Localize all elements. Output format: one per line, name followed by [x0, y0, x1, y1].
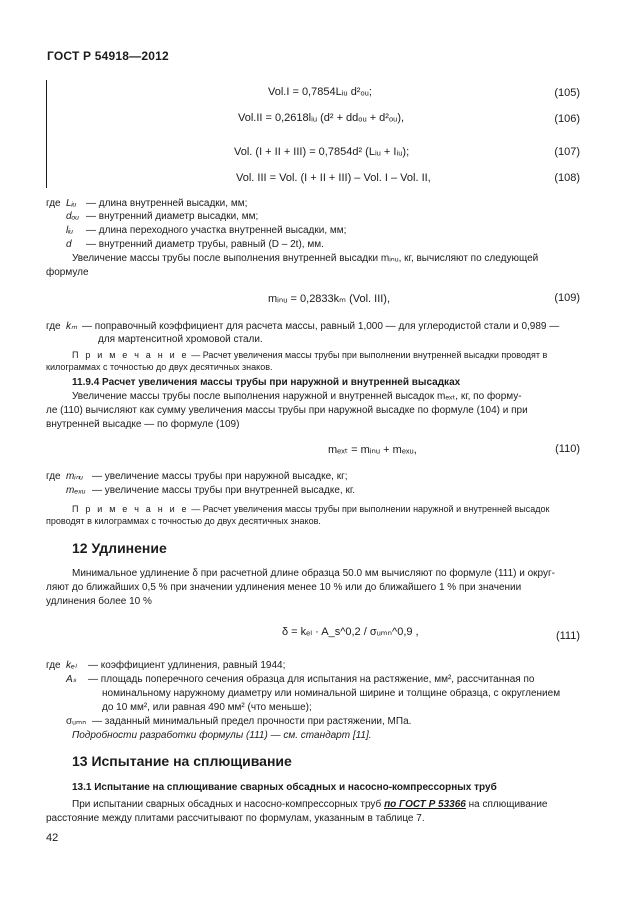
note — [72, 503, 549, 515]
equation-111: δ = kₑₗ · A_s^0,2 / σᵤₘₙ^0,9 , — [282, 626, 419, 638]
symbol: dₒᵤ — [66, 211, 80, 222]
definition: — площадь поперечного сечения образца для испытания на растяжение, мм², рассчитанная по — [88, 674, 535, 685]
definition: — поправочный коэффициент для расчета массы, равный 1,000 — для углеродистой стали и 0,989 — — [82, 321, 560, 332]
symbol: Lᵢᵤ — [66, 198, 77, 209]
section-heading-12: 12 Удлинение — [72, 540, 167, 556]
equation-number-105: (105) — [554, 87, 580, 99]
equation-number-110: (110) — [555, 443, 580, 455]
note-label: П р и м е ч а н и е — [72, 504, 189, 514]
section-heading-13-1: 13.1 Испытание на сплющивание сварных обсадных и насосно-компрессорных труб — [72, 782, 497, 793]
equation-number-107: (107) — [554, 146, 580, 158]
equation-107: Vol. (I + II + III) = 0,7854d² (Lᵢᵤ + Iᵢᵤ); — [234, 146, 410, 158]
where-label: где — [46, 321, 61, 332]
equation-109: mᵢₙᵤ = 0,2833kₘ (Vol. III), — [268, 293, 391, 305]
where-label: где — [46, 660, 61, 671]
definition: — внутренний диаметр высадки, мм; — [86, 211, 259, 222]
definition: — коэффициент удлинения, равный 1944; — [88, 660, 286, 671]
equation-108: Vol. III = Vol. (I + II + III) – Vol. I – Vol. II, — [236, 172, 431, 184]
definition: — заданный минимальный предел прочности при растяжении, МПа. — [92, 716, 412, 727]
page-number: 42 — [46, 832, 59, 844]
where-label: где — [46, 471, 61, 482]
symbol: Aₛ — [66, 674, 77, 685]
paragraph-line: внутренней высадке — по формуле (109) — [46, 419, 240, 430]
equation-number-111: (111) — [555, 630, 580, 642]
symbol: mₑₓᵤ — [66, 485, 86, 496]
paragraph-line: Минимальное удлинение δ при расчетной длине образца 50.0 мм вычисляют по формуле (111) и округ- — [72, 568, 555, 579]
equation-number-106: (106) — [554, 113, 580, 125]
section-heading-13: 13 Испытание на сплющивание — [72, 753, 292, 769]
symbol: σᵤₘₙ — [66, 716, 87, 727]
equation-number-109: (109) — [554, 292, 580, 304]
paragraph-line — [72, 798, 547, 811]
note-text: — Расчет увеличения массы трубы при выполнении внутренней высадки проводят в — [188, 350, 548, 360]
definition: до 10 мм², или равная 490 мм² (что меньше); — [102, 702, 312, 713]
note-text: проводят в килограммах с точностью до двух десятичных знаков. — [46, 516, 321, 526]
paragraph-line: ле (110) вычисляют как сумму увеличения массы трубы при наружной высадке по формуле (104) и при — [46, 405, 528, 416]
where-label: где — [46, 198, 61, 209]
text: При испытании сварных обсадных и насосно-компрессорных труб — [72, 799, 382, 810]
symbol: lᵢᵤ — [66, 225, 74, 236]
symbol: kₑₗ — [66, 660, 77, 671]
definition: — длина переходного участка внутренней высадки, мм; — [86, 225, 347, 236]
definition: для мартенситной хромовой стали. — [98, 334, 263, 345]
equation-105: Vol.I = 0,7854Lᵢᵤ d²ₒᵤ; — [268, 86, 372, 98]
definition: — увеличение массы трубы при внутренней высадке, кг. — [92, 485, 356, 496]
paragraph-line: удлинения более 10 % — [46, 596, 152, 607]
definition: номинальному наружному диаметру или номинальной ширине и толщине образца, с округлением — [102, 688, 561, 699]
paragraph-line: Увеличение массы трубы после выполнения наружной и внутренней высадок mₑₓₜ, кг, по форму- — [72, 391, 522, 402]
section-heading-11-9-4: 11.9.4 Расчет увеличения массы трубы при наружной и внутренней высадках — [72, 377, 461, 388]
equation-number-108: (108) — [554, 172, 580, 184]
note — [72, 349, 547, 361]
paragraph-line: Увеличение массы трубы после выполнения внутренней высадки mᵢₙᵤ, кг, вычисляют по следующей — [72, 253, 539, 264]
paragraph-line: ляют до ближайших 0,5 % при значении удлинения менее 10 % или до ближайшего 1 % при значении — [46, 582, 522, 593]
note-label: П р и м е ч а н и е — [72, 350, 189, 360]
paragraph-line: расстояние между плитами рассчитывают по формулам, указанным в таблице 7. — [46, 813, 425, 824]
change-bar — [46, 80, 47, 188]
symbol: kₘ — [66, 321, 78, 332]
definition: — внутренний диаметр трубы, равный (D – 2t), мм. — [86, 239, 324, 250]
definition: — увеличение массы трубы при наружной высадке, кг; — [92, 471, 348, 482]
equation-106: Vol.II = 0,2618lᵢᵤ (d² + ddₒᵤ + d²ₒᵤ), — [238, 112, 405, 124]
reference-note: Подробности разработки формулы (111) — см. стандарт [11]. — [72, 730, 372, 741]
document-header: ГОСТ Р 54918—2012 — [47, 49, 169, 63]
symbol: d — [66, 239, 72, 250]
definition: — длина внутренней высадки, мм; — [86, 198, 248, 209]
paragraph-line: формуле — [46, 267, 89, 278]
equation-110: mₑₓₜ = mᵢₙᵤ + mₑₓᵤ, — [328, 444, 417, 456]
standard-reference-link[interactable]: по ГОСТ Р 53366 — [384, 799, 466, 810]
note-text: килограммах с точностью до двух десятичных знаков. — [46, 362, 273, 372]
symbol: mᵢₙᵤ — [66, 471, 84, 482]
text: на сплющивание — [468, 799, 548, 810]
note-text: — Расчет увеличения массы трубы при выполнении наружной и внутренней высадок — [188, 504, 550, 514]
